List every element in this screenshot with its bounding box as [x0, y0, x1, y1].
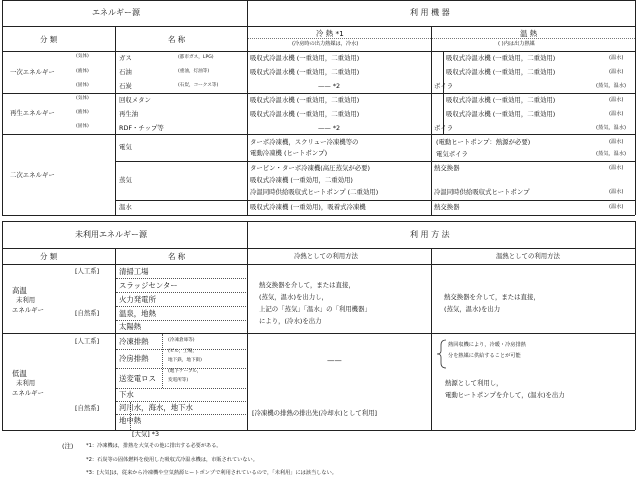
- low-cool-note: [冷凍機の排熱の排出先(冷却水)として利用]: [252, 409, 378, 417]
- header-heating-method: 温熱としての利用方法: [496, 252, 560, 260]
- electric-heat-2: 電気ボイラ: [436, 150, 468, 158]
- fuel-name: 回収メタン: [119, 96, 151, 104]
- header-energy-source: エネルギー源: [92, 8, 140, 17]
- tag-solid: (固体): [76, 83, 89, 88]
- electric-heat-1: (電動ヒートポンプ：熱源が必要): [436, 138, 531, 146]
- fuel-cool: 吸収式冷温水機 (一重効用，二重効用): [250, 96, 360, 104]
- class-high-temp: 高温: [12, 286, 27, 295]
- fuel-name: 石油: [119, 68, 132, 76]
- steam-label: 蒸気: [119, 176, 132, 184]
- fuel-heat-out: (温水): [609, 55, 624, 61]
- steam-cool-2: 吸収式冷凍機 (一重効用，二重効用): [250, 176, 353, 184]
- fuel-heat-out: (温水): [609, 69, 624, 75]
- low-heat-box-line: 分を熱媒に供給することが可能: [448, 353, 521, 359]
- header-name: 名 称: [168, 252, 186, 261]
- low-item-atmosphere: [大気] *3: [132, 430, 160, 438]
- low-item: 冷凍排熱: [119, 337, 149, 346]
- low-item-note: (冷凍倉庫等): [168, 338, 195, 343]
- fuel-heat: ボイラ: [434, 82, 454, 90]
- header-unused-source: 未利用エネルギー源: [75, 230, 147, 239]
- fuel-heat-out: (温水): [609, 97, 624, 103]
- header-cooling-method: 冷熱としての利用方法: [294, 252, 358, 260]
- fuel-heat: ボイラ: [434, 124, 454, 132]
- steam-heat-1: 熱交換器: [434, 164, 460, 172]
- high-heat-line: 熱交換器を介して，または直接，: [444, 293, 540, 301]
- tag-liquid: (液体): [76, 69, 89, 74]
- fuel-cool: 吸収式冷温水機 (一重効用，二重効用): [250, 54, 360, 62]
- low-item-note: (地下ケーブル，: [168, 369, 202, 374]
- tag-natural: [自然系]: [75, 309, 100, 317]
- fuel-heat: 吸収式冷温水機 (一重効用，二重効用): [446, 68, 556, 76]
- header-equipment: 利 用 機 器: [410, 8, 450, 17]
- fuel-name: 石炭: [119, 82, 132, 90]
- fuel-cool: 吸収式冷温水機 (一重効用，二重効用): [250, 110, 360, 118]
- fuel-heat-out: (温水): [609, 111, 624, 117]
- steam-heat-2: 冷温同時供給吸収式ヒートポンプ: [434, 188, 530, 196]
- hotwater-heat-out: (温水): [609, 204, 624, 210]
- high-item: 太陽熱: [119, 322, 142, 331]
- low-heat-line: 電動ヒートポンプを介して，(温水)を出力: [445, 391, 565, 399]
- high-cool-line: により，(冷水)を出力: [259, 317, 322, 325]
- fuel-heat-out: (蒸気，温水): [596, 125, 626, 131]
- header-cooling: 冷 熱 *1: [316, 29, 344, 38]
- fuel-cool: 吸収式冷温水機 (一重効用，二重効用): [250, 68, 360, 76]
- note-2: *2：石炭等の固体燃料を使用した吸収式冷温水機は，市販されていない。: [86, 457, 258, 463]
- class-renewable: 再生エネルギー: [10, 109, 55, 117]
- high-cool-line: 上記の「蒸気」「温水」の「利用機器」: [259, 305, 371, 313]
- low-item-note: (ビル，工場，: [168, 349, 197, 354]
- high-item: 清掃工場: [119, 267, 149, 276]
- electric-heat-1-out: (温水): [609, 139, 624, 145]
- class-low-energy: エネルギー: [12, 389, 44, 397]
- fuel-note: (石炭，コークス等): [178, 83, 219, 88]
- header-class: 分 類: [40, 252, 58, 261]
- header-heating: 温 熱: [520, 29, 538, 38]
- steam-cool-1: タービン・ターボ冷凍機(高圧蒸気が必要): [250, 164, 371, 172]
- fuel-cool: —— *2: [318, 82, 341, 90]
- notes-label: (注): [62, 442, 74, 450]
- header-class: 分 類: [40, 35, 58, 44]
- high-item: 温泉，地熱: [119, 309, 156, 318]
- high-heat-line: (蒸気，温水)を出力: [444, 305, 501, 313]
- high-cool-line: 熱交換器を介して，または直接，: [259, 281, 355, 289]
- high-item: 火力発電所: [119, 295, 156, 304]
- low-item: 下水: [119, 390, 134, 399]
- electric-heat-2-out: (蒸気，温水): [596, 151, 626, 157]
- low-item-note: 変電所等): [168, 378, 189, 383]
- tag-liquid-2: (液体): [76, 110, 89, 115]
- class-low-temp: 低温: [12, 369, 27, 378]
- fuel-name: ガス: [119, 54, 132, 62]
- hotwater-cool: 吸収式冷凍機 (一重効用)，吸着式冷凍機: [250, 203, 366, 211]
- fuel-note: (都市ガス，LPG): [178, 55, 214, 60]
- low-item: 冷房排熱: [119, 354, 149, 363]
- steam-heat-1-out: (温水): [609, 165, 624, 171]
- hotwater-heat: 熱交換器: [434, 203, 460, 211]
- hotwater-label: 温水: [119, 203, 132, 211]
- note-1: *1：冷凍機は，排熱を大気その他に排出する必要がある。: [86, 443, 222, 449]
- class-secondary: 二次エネルギー: [10, 171, 55, 179]
- high-item: スラッジセンター: [119, 281, 178, 290]
- header-heating-sub: ( )内は出力熱媒: [498, 41, 535, 47]
- class-high-energy: エネルギー: [12, 306, 44, 314]
- class-low-unused: 未利用: [16, 379, 36, 387]
- tag-natural-2: [自然系]: [75, 404, 100, 412]
- tag-solid-2: (固体): [76, 124, 89, 129]
- low-item: 地中熱: [119, 416, 142, 425]
- fuel-note: (重油，灯油等): [178, 69, 210, 74]
- low-item: 河川水，海水，地下水: [119, 403, 193, 412]
- low-item-note: 地下鉄，地下街): [168, 358, 202, 363]
- class-primary: 一次エネルギー: [10, 68, 55, 76]
- header-cooling-sub: (冷房時の出力熱媒は，冷水): [292, 41, 359, 47]
- header-method: 利 用 方 法: [410, 230, 450, 239]
- low-cool-dash: ——: [327, 356, 342, 365]
- electric-cool-1: ターボ冷凍機，スクリュー冷凍機等の: [250, 138, 359, 146]
- fuel-heat-out: (蒸気，温水): [596, 83, 626, 89]
- tag-gas-2: (気体): [76, 96, 89, 101]
- fuel-cool: —— *2: [318, 124, 341, 132]
- fuel-name: RDF・チップ等: [119, 124, 164, 132]
- low-heat-line: 熱源として利用し，: [445, 379, 503, 387]
- fuel-name: 再生油: [119, 110, 139, 118]
- steam-cool-3: 冷温同時供給吸収式ヒートポンプ (二重効用): [250, 188, 379, 196]
- fuel-heat: 吸収式冷温水機 (一重効用，二重効用): [446, 96, 556, 104]
- low-heat-box-line: 熱回収機により，冷暖・冷房排熱: [448, 342, 526, 348]
- tag-gas: (気体): [76, 54, 89, 59]
- fuel-heat: 吸収式冷温水機 (一重効用，二重効用): [446, 110, 556, 118]
- header-name: 名 称: [168, 35, 186, 44]
- electric-label: 電気: [119, 143, 132, 151]
- tag-artificial: [人工系]: [75, 267, 100, 275]
- high-cool-line: (蒸気，温水)を出力し，: [259, 293, 328, 301]
- tag-artificial-2: [人工系]: [75, 337, 100, 345]
- steam-heat-2-out: (温水): [609, 189, 624, 195]
- class-high-unused: 未利用: [16, 296, 36, 304]
- electric-cool-2: 電動冷凍機 (ヒートポンプ): [250, 149, 328, 157]
- low-item: 送変電ロス: [119, 374, 156, 383]
- fuel-heat: 吸収式冷温水機 (一重効用，二重効用): [446, 54, 556, 62]
- note-3: *3：[大気]は，従来から冷凍機や空気熱源ヒートポンプで利用されているので，「未利用」には該当しない。: [86, 470, 337, 476]
